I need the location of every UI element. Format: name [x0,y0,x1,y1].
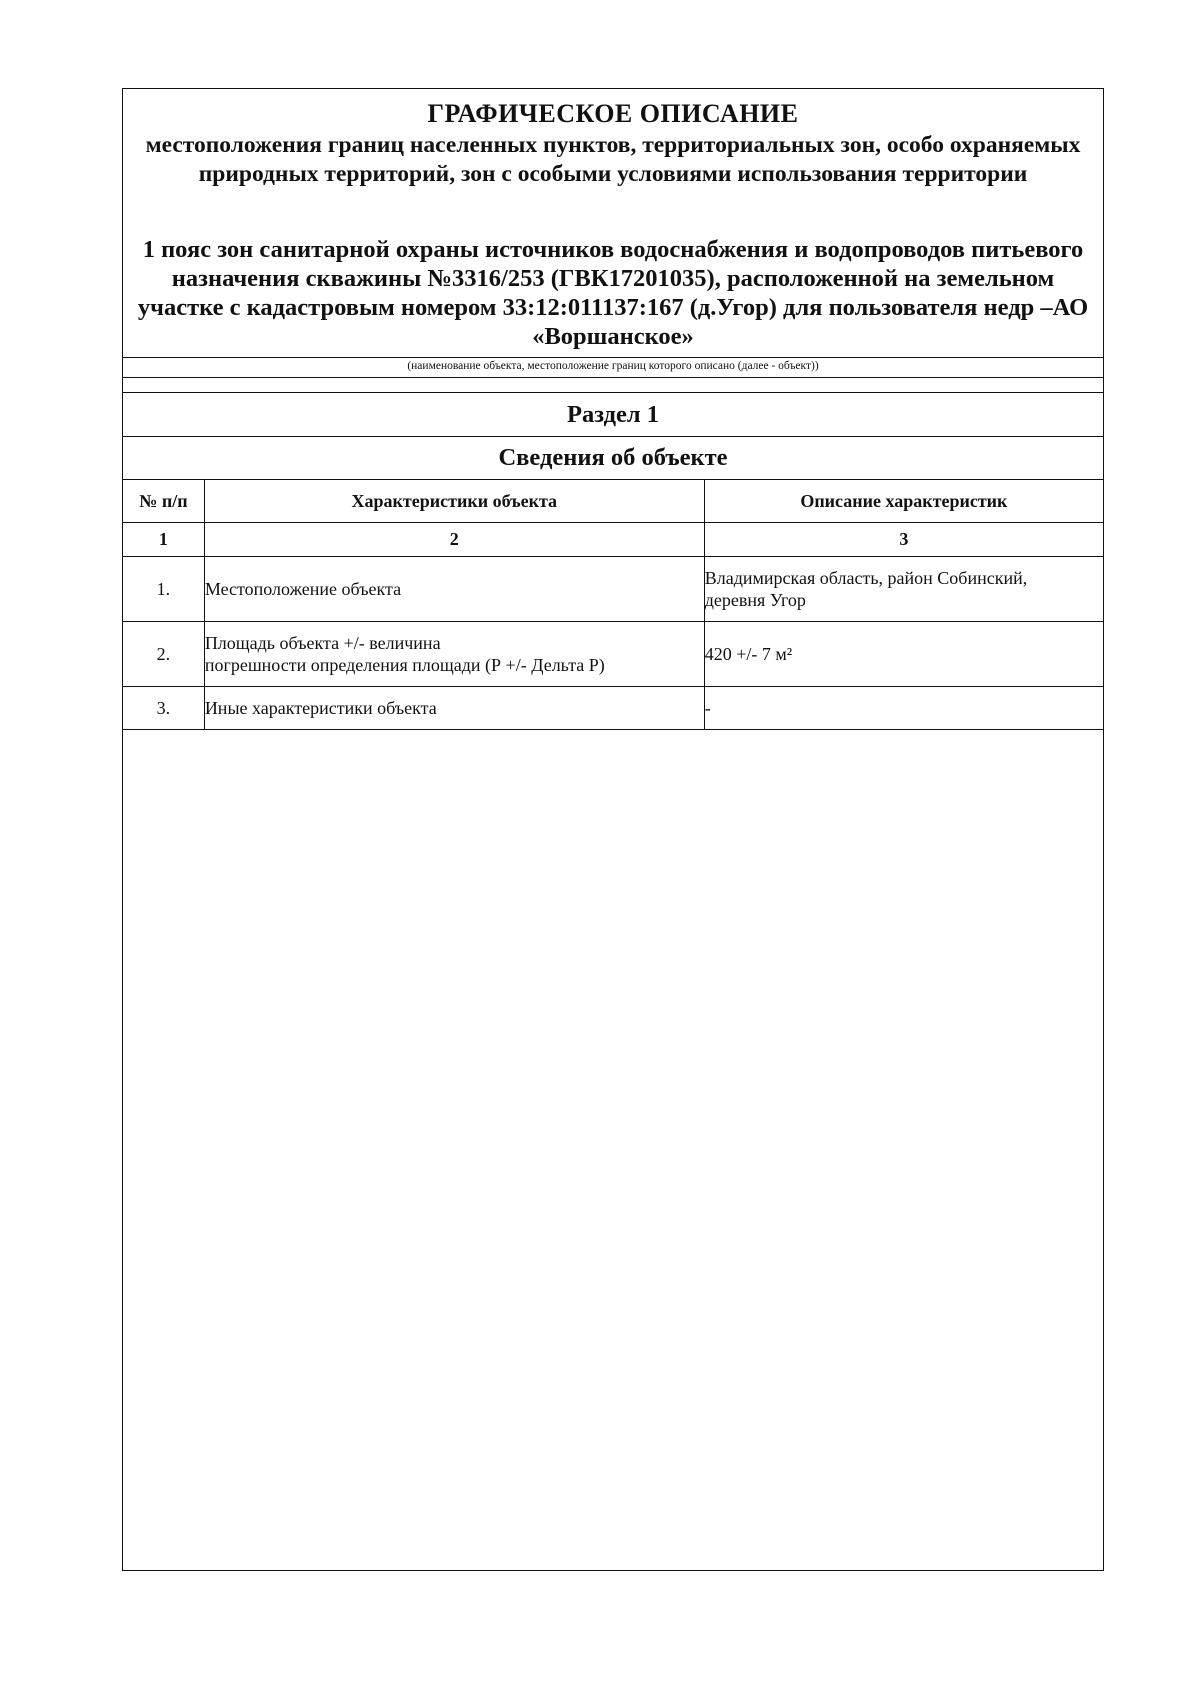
document-frame [122,88,1104,1571]
row-number: 1. [123,557,205,622]
column-number: 1 [123,523,205,557]
table-header-row [123,480,1104,523]
row-description: - [704,687,1103,730]
row-characteristic: Иные характеристики объекта [204,687,704,730]
column-number-row [123,523,1104,557]
column-header-number: № п/п [123,480,205,523]
divider-line [123,436,1103,437]
section-subtitle: Сведения об объекте [498,444,728,471]
row-number: 3. [123,687,205,730]
column-header-characteristic: Характеристики объекта [204,480,704,523]
row-number: 2. [123,622,205,687]
object-name: 1 пояс зон санитарной охраны источников водоснабжения и водопроводов питьевого назначения скважины №3316/253 (ГВК17201035), расположенной на земельном участке с кадастровым номером 33:12:011137:167 (д.Угор) для пользователя недр –АО «Воршанское» [137,236,1089,350]
row-description [704,557,1103,622]
description-line: деревня Угор [704,590,806,610]
characteristic-line: Площадь объекта +/- величина [204,633,441,653]
object-name-caption: (наименование объекта, местоположение границ которого описано (далее - объект)) [407,360,819,372]
table-row [123,622,1104,687]
divider-line [123,392,1103,393]
section-title: Раздел 1 [566,401,659,428]
column-number: 3 [704,523,1103,557]
document-subtitle: местоположения границ населенных пунктов, территориальных зон, особо охраняемых природных территорий, зон с особыми условиями использования территории [145,132,1081,187]
divider-line [123,357,1103,358]
characteristic-line: погрешности определения площади (Р +/- Дельта Р) [204,655,605,675]
object-info-table [122,479,1104,730]
table-row [123,557,1104,622]
column-number: 2 [204,523,704,557]
row-characteristic [204,622,704,687]
description-line: Владимирская область, район Собинский, [704,568,1028,588]
divider-line [123,377,1103,378]
row-characteristic: Местоположение объекта [204,557,704,622]
row-description: 420 +/- 7 м² [704,622,1103,687]
column-header-description: Описание характеристик [704,480,1103,523]
document-header [123,89,1103,359]
table-row [123,687,1104,730]
document-title: ГРАФИЧЕСКОЕ ОПИСАНИЕ [427,99,799,128]
